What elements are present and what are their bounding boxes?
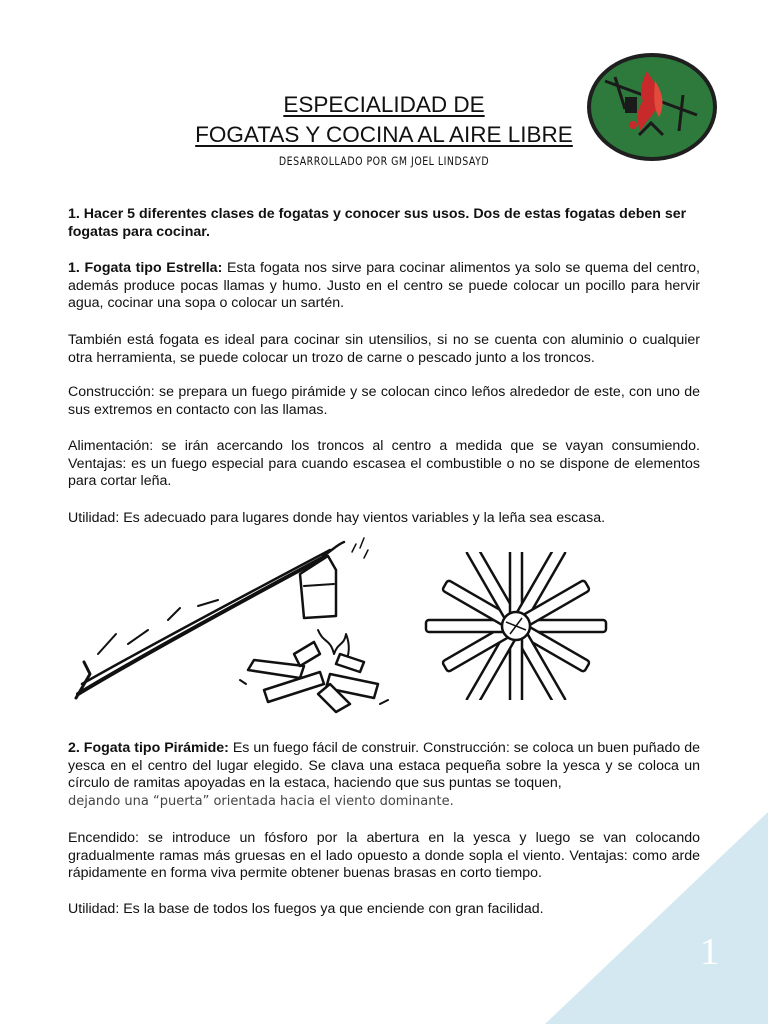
piramide-heading: 2. Fogata tipo Pirámide: <box>68 740 229 756</box>
page-title-line-1: ESPECIALIDAD DE <box>283 92 485 117</box>
page-subtitle: DESARROLLADO POR GM JOEL LINDSAYD <box>278 154 490 168</box>
star-fire-icon <box>418 552 614 700</box>
estrella-construccion: Construcción: se prepara un fuego pirámide y se colocan cinco leños alrededor de este, con uno de sus extremos en contacto con las llamas. <box>68 384 700 418</box>
estrella-intro-text: Esta fogata nos sirve para cocinar alimentos ya solo se quema del centro, además produce pocas llamas y humo. Justo en el centro se puede colocar un pocillo para hervir agua, cocinar una sopa o colocar un sartén. <box>68 260 701 312</box>
corner-triangle-decoration <box>545 812 768 1024</box>
piramide-intro-cont: dejando una “puerta” orientada hacia el viento dominante. <box>68 793 454 809</box>
log-ray <box>526 620 606 632</box>
estrella-ideal: También está fogata es ideal para cocinar sin utensilios, si no se cuenta con aluminio o cualquier otra herramienta, se puede colocar un trozo de carne o pescado junto a los troncos. <box>68 332 700 366</box>
piramide-intro <box>68 740 700 810</box>
campfire-with-pot-icon <box>68 534 398 714</box>
requirement-text: 1. Hacer 5 diferentes clases de fogatas y conocer sus usos. Dos de estas fogatas deben ser fogatas para cocinar. <box>68 206 687 240</box>
estrella-alimentacion: Alimentación: se irán acercando los troncos al centro a medida que se vayan consumiendo. Ventajas: es un fuego especial para cuando escasea el combustible o no se dispone de elementos para cortar leña. <box>68 438 700 490</box>
piramide-utilidad: Utilidad: Es la base de todos los fuegos ya que enciende con gran facilidad. <box>68 901 544 917</box>
piramide-encendido: Encendido: se introduce un fósforo por la abertura en la yesca y luego se van colocando gradualmente ramas más gruesas en el lado opuesto a donde sopla el viento. Ventajas: como arde rápidamente en forma viva permite obtener buenas brasas en corto tiempo. <box>68 830 700 882</box>
page-number: 1 <box>700 931 719 973</box>
log-ray <box>426 620 506 632</box>
piramide-intro-text: Es un fuego fácil de construir. Construcción: se coloca un buen puñado de yesca en el centro del lugar elegido. Se clava una estaca pequeña sobre la yesca y se coloca un círculo de ramitas apoyadas en la estaca, haciendo que sus puntas se toquen, <box>68 740 700 792</box>
estrella-heading: 1. Fogata tipo Estrella: <box>68 260 223 276</box>
estrella-intro <box>68 260 700 313</box>
estrella-utilidad: Utilidad: Es adecuado para lugares donde hay vientos variables y la leña sea escasa. <box>68 510 606 526</box>
page-title-line-2: FOGATAS Y COCINA AL AIRE LIBRE <box>195 122 573 147</box>
